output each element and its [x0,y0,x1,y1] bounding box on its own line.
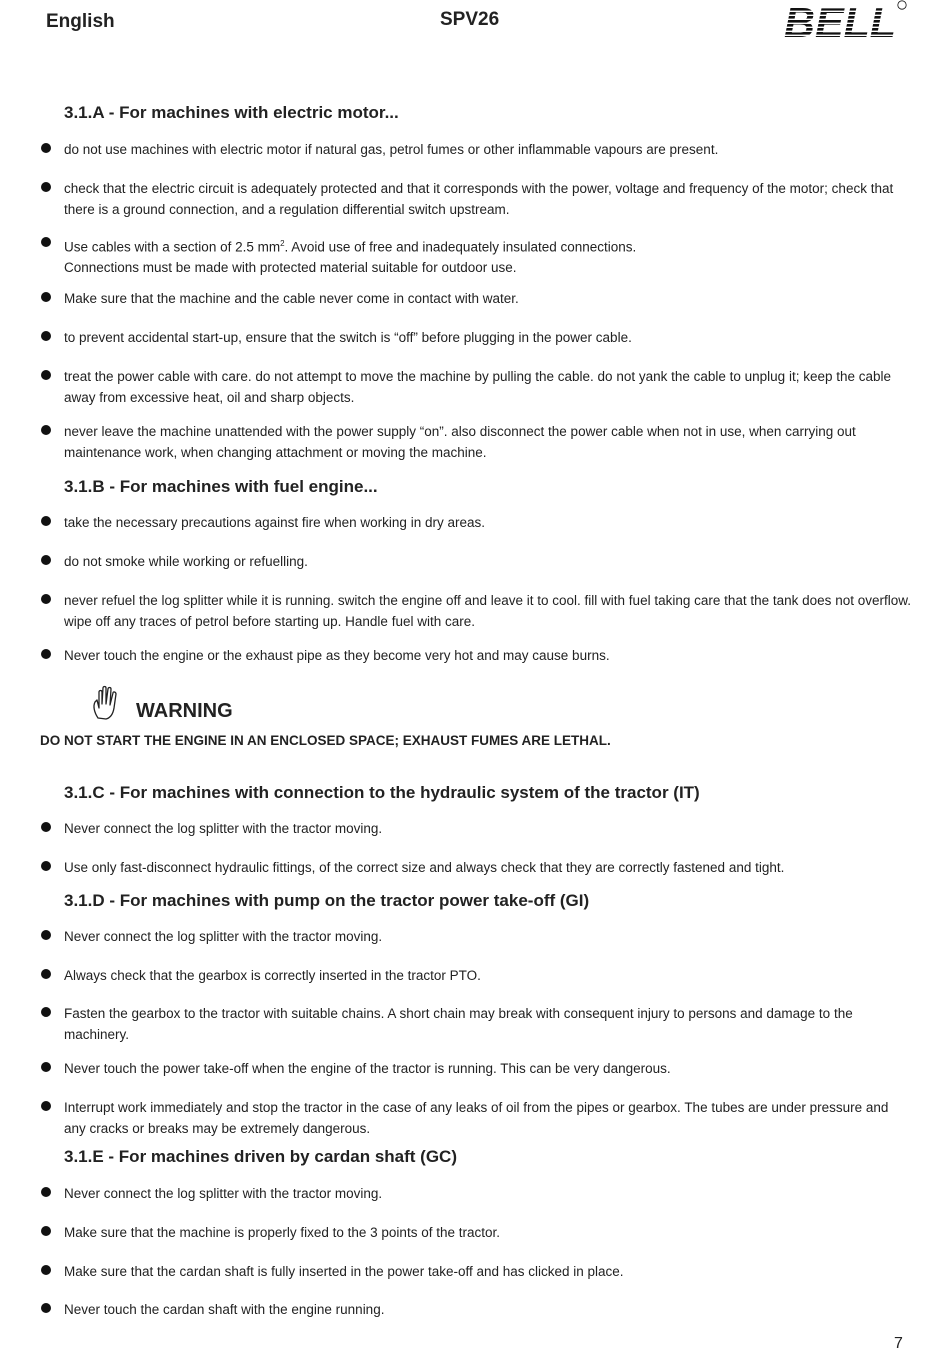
list-item: never refuel the log splitter while it is running. switch the engine off and leave it to cool. fill with fuel taking care that the tank does not overflow. wipe off any traces of petrol before starting up. Handle fuel with care. [64,593,911,629]
registered-mark [897,0,902,6]
list-item: Always check that the gearbox is correctly inserted in the tractor PTO. [64,968,481,983]
list-item: Never touch the power take-off when the engine of the tractor is running. This can be very dangerous. [64,1061,671,1076]
list-item: treat the power cable with care. do not attempt to move the machine by pulling the cable. do not yank the cable to unplug it; keep the cable away from excessive heat, oil and sharp objects. [64,369,892,405]
bullet-icon [41,861,51,871]
list-item: Never connect the log splitter with the tractor moving. [64,929,383,944]
bullet-icon [41,1303,51,1313]
brand-logo [782,0,908,40]
hand-icon [90,684,124,722]
list-item: Never touch the engine or the exhaust pipe as they become very hot and may cause burns. [64,648,610,663]
list-item: Make sure that the machine and the cable never come in contact with water. [64,291,519,306]
brand-name: BELL [784,0,896,40]
header-model: SPV26 [440,9,500,30]
section-title-c: 3.1.C - For machines with connection to the hydraulic system of the tractor (IT) [64,783,700,802]
bullet-icon [41,1226,51,1236]
list-item: Fasten the gearbox to the tractor with suitable chains. A short chain may break with consequent injury to persons and damage to the machinery. [64,1006,853,1042]
bullet-icon [41,649,51,659]
list-item: Make sure that the machine is properly fixed to the 3 points of the tractor. [64,1225,500,1240]
bullet-icon [41,182,51,192]
bullet-icon [41,143,51,153]
bullet-icon [41,516,51,526]
list-item: take the necessary precautions against fire when working in dry areas. [64,515,485,530]
list-item: do not smoke while working or refuelling. [64,554,308,569]
bullet-icon [41,555,51,565]
list-item: Use cables with a section of 2.5 $mm^2$. Avoid use of free and inadequately insulated connections. Connections must be made with protected material suitable for outdoor use. [64,239,637,275]
list-item: do not use machines with electric motor if natural gas, petrol fumes or other inflammable vapours are present. [64,142,719,157]
bullet-icon [41,331,51,341]
list-item: Make sure that the cardan shaft is fully inserted in the power take-off and has clicked in place. [64,1264,624,1279]
bullet-icon [41,1007,51,1017]
list-item: Use only fast-disconnect hydraulic fittings, of the correct size and always check that they are correctly fastened and tight. [64,860,785,875]
bullet-icon [41,969,51,979]
section-title-a: 3.1.A - For machines with electric motor... [64,103,399,122]
list-item: Never connect the log splitter with the tractor moving. [64,821,383,836]
bullet-icon [41,822,51,832]
list-item: Never connect the log splitter with the tractor moving. [64,1186,383,1201]
bullet-icon [41,425,51,435]
list-item: never leave the machine unattended with the power supply “on”. also disconnect the power cable when not in use, when carrying out maintenance work, when changing attachment or moving the machine. [64,424,856,460]
list-item: to prevent accidental start-up, ensure that the switch is “off” before plugging in the power cable. [64,330,632,345]
list-item: check that the electric circuit is adequately protected and that it corresponds with the power, voltage and frequency of the motor; check that there is a ground connection, and a regulation differential switch upstream. [64,181,894,217]
bullet-icon [41,1101,51,1111]
bullet-icon [41,370,51,380]
bullet-icon [41,237,51,247]
section-title-b: 3.1.B - For machines with fuel engine... [64,477,378,496]
list-item: Never touch the cardan shaft with the engine running. [64,1302,385,1317]
bullet-icon [41,930,51,940]
bullet-icon [41,292,51,302]
section-title-e: 3.1.E - For machines driven by cardan shaft (GC) [64,1147,457,1166]
page-number: 7 [894,1335,903,1352]
bullet-icon [41,1187,51,1197]
bell-logo-icon [782,0,908,40]
header-language: English [46,11,115,32]
bullet-icon [41,1265,51,1275]
list-item: Interrupt work immediately and stop the tractor in the case of any leaks of oil from the pipes or gearbox. The tubes are under pressure and any cracks or breaks may be extremely dangerous. [64,1100,889,1136]
bullet-icon [41,1062,51,1072]
warning-title: WARNING [136,700,233,722]
section-title-d: 3.1.D - For machines with pump on the tractor power take-off (GI) [64,891,590,910]
warning-text: DO NOT START THE ENGINE IN AN ENCLOSED SPACE; EXHAUST FUMES ARE LETHAL. [40,733,611,748]
bullet-icon [41,594,51,604]
